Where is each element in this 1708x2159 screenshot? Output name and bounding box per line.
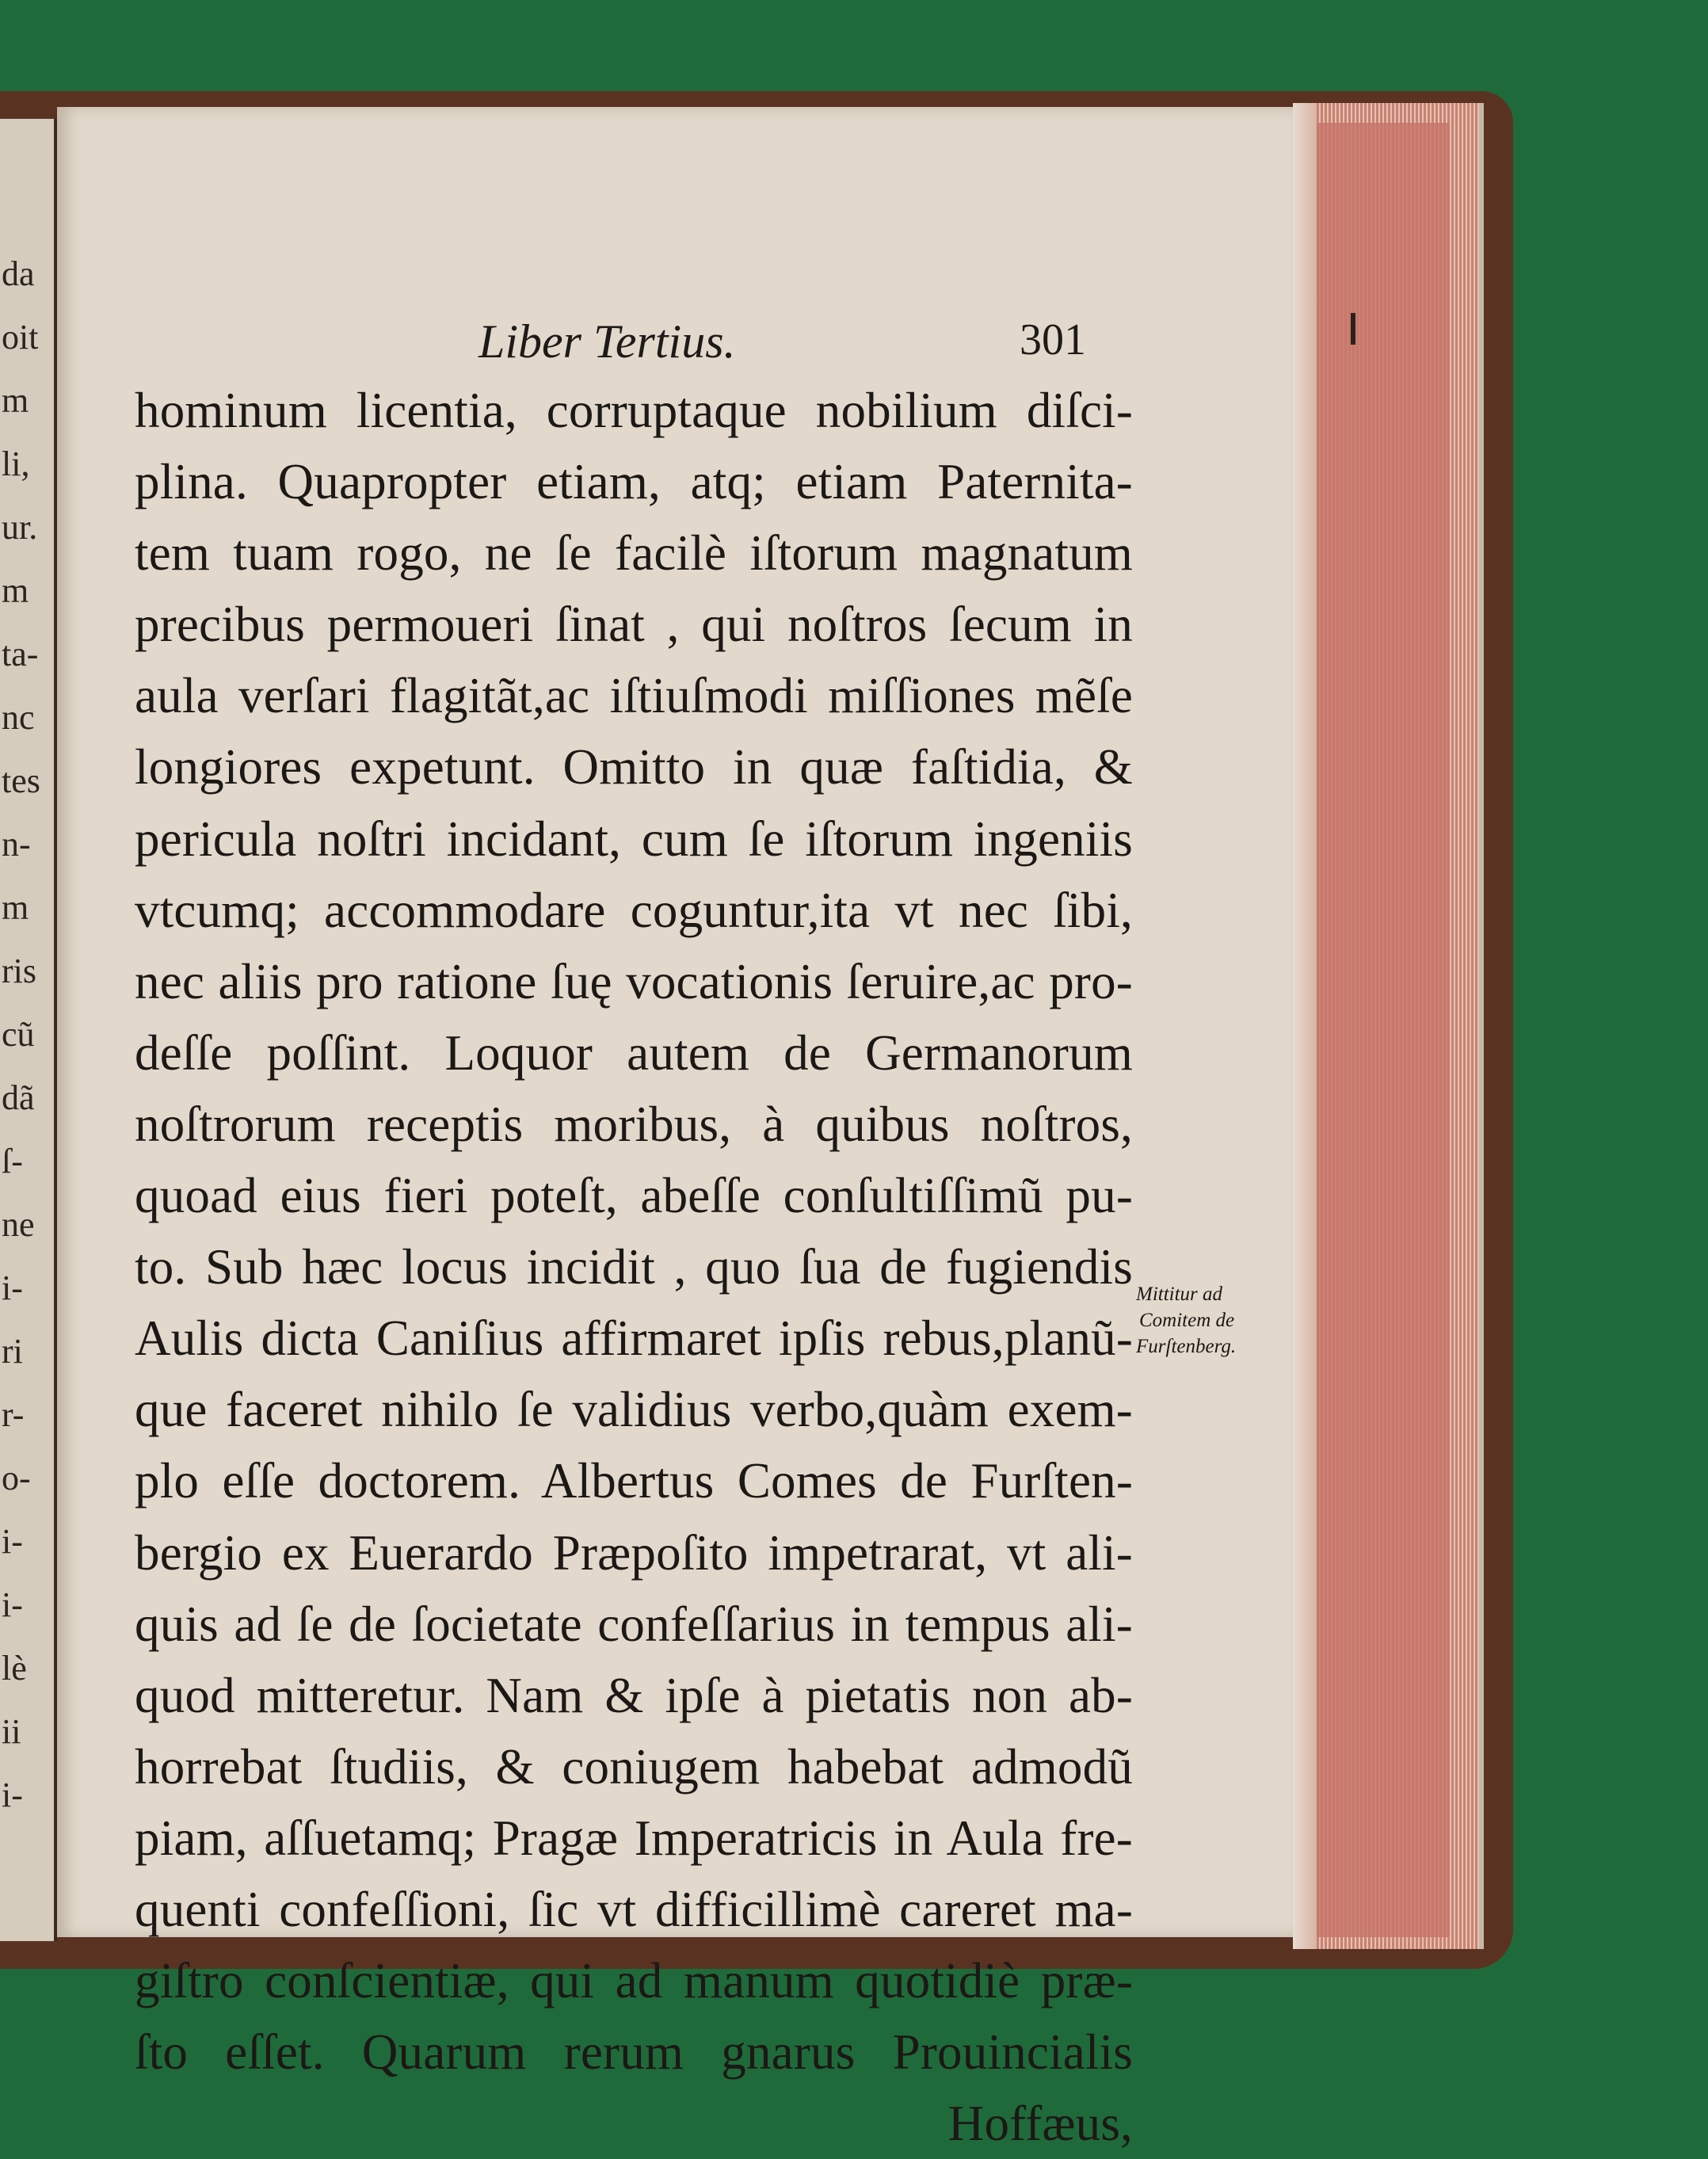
left-page-fragment: tes — [2, 761, 40, 800]
text-line: quoad eius fieri poteſt, abeſſe conſultiſſimũ pu- — [135, 1168, 1133, 1224]
left-page-fragment: li, — [2, 444, 30, 483]
main-page — [57, 107, 1293, 2152]
left-page-fragment: i- — [2, 1585, 23, 1624]
body-text — [135, 375, 1133, 2159]
left-page-fragment: i- — [2, 1268, 23, 1307]
text-line: piam, aſſuetamq; Pragæ Imperatricis in Aula fre- — [135, 1810, 1133, 1866]
marginal-note — [1136, 1281, 1287, 1360]
text-line: to. Sub hæc locus incidit , quo ſua de fugiendis — [135, 1239, 1133, 1295]
left-facing-page — [0, 119, 57, 1941]
text-line: ſto eſſet. Quarum rerum gnarus Prouincialis — [135, 2024, 1133, 2081]
text-line: vtcumq; accommodare coguntur,ita vt nec ſibi, — [135, 882, 1133, 938]
left-page-fragment: o- — [2, 1459, 31, 1497]
text-line: nec aliis pro ratione ſuę vocationis ſeruire,ac pro- — [135, 953, 1133, 1009]
running-head: Liber Tertius. — [478, 315, 736, 368]
left-page-fragment: oit — [2, 318, 39, 357]
text-line: pericula noſtri incidant, cum ſe iſtorum ingeniis — [135, 811, 1133, 867]
text-line: aula verſari flagitãt,ac iſtiuſmodi miſſiones mẽſe — [135, 668, 1133, 724]
left-page-fragment: da — [2, 254, 35, 293]
page-number: 301 — [1020, 315, 1086, 364]
fore-edge-highlight — [1293, 103, 1317, 1949]
left-page-fragment: i- — [2, 1522, 23, 1561]
left-page-fragment: cũ — [2, 1015, 35, 1054]
left-page-fragment: ris — [2, 952, 36, 990]
text-line: longiores expetunt. Omitto in quæ faſtidia, & — [135, 739, 1133, 795]
text-line: tem tuam rogo, ne ſe facilè iſtorum magnatum — [135, 525, 1133, 582]
ink-mark — [1351, 313, 1355, 345]
left-page-fragment: m — [2, 888, 29, 927]
text-line: horrebat ſtudiis, & coniugem habebat admodũ — [135, 1738, 1133, 1795]
text-line: quod mitteretur. Nam & ipſe à pietatis non ab- — [135, 1667, 1133, 1723]
red-dyed-edge — [1307, 123, 1450, 1937]
text-line: Hoffæus, — [947, 2096, 1133, 2152]
left-page-fragment: r- — [2, 1395, 25, 1434]
text-line: giſtro conſcientiæ, qui ad manum quotidiè præ- — [135, 1953, 1133, 2009]
left-page-fragment: i- — [2, 1776, 23, 1814]
left-page-fragment: ur. — [2, 508, 38, 547]
text-line: noſtrorum receptis moribus, à quibus noſtros, — [135, 1096, 1133, 1152]
text-line: plo eſſe doctorem. Albertus Comes de Furſten- — [135, 1453, 1133, 1509]
page-header — [57, 315, 1166, 370]
left-page-fragment: ri — [2, 1332, 23, 1371]
marginal-note-line: Comitem de — [1139, 1310, 1235, 1331]
text-line: plina. Quapropter etiam, atq; etiam Paternita- — [135, 454, 1133, 510]
text-line: Aulis dicta Caniſius affirmaret ipſis rebus,planũ- — [135, 1310, 1133, 1367]
text-line: hominum licentia, corruptaque nobilium diſci- — [135, 383, 1133, 438]
left-page-fragment: n- — [2, 825, 31, 864]
text-line: que faceret nihilo ſe validius verbo,quàm exem- — [135, 1382, 1133, 1438]
text-line: quis ad ſe de ſocietate confeſſarius in tempus ali- — [135, 1596, 1133, 1652]
text-line: deſſe poſſint. Loquor autem de Germanorum — [135, 1024, 1133, 1081]
left-page-fragment: ſ- — [2, 1142, 23, 1181]
text-line: quenti confeſſioni, ſic vt difficillimè careret ma- — [135, 1881, 1133, 1937]
left-page-fragment: ta- — [2, 635, 39, 673]
left-page-fragment: m — [2, 571, 29, 610]
marginal-note-line: Furſtenberg. — [1136, 1336, 1237, 1357]
text-line: precibus permoueri ſinat , qui noſtros ſecum in — [135, 597, 1133, 653]
left-page-fragment: lè — [2, 1649, 27, 1688]
left-page-fragment: ii — [2, 1712, 21, 1751]
marginal-note-line: Mittitur ad — [1136, 1284, 1223, 1305]
left-page-fragment: ne — [2, 1205, 35, 1244]
left-page-fragment: dã — [2, 1078, 35, 1117]
left-page-fragment: nc — [2, 698, 35, 737]
text-line: bergio ex Euerardo Præpoſito impetrarat, vt ali- — [135, 1524, 1133, 1581]
left-page-fragment: m — [2, 381, 29, 420]
